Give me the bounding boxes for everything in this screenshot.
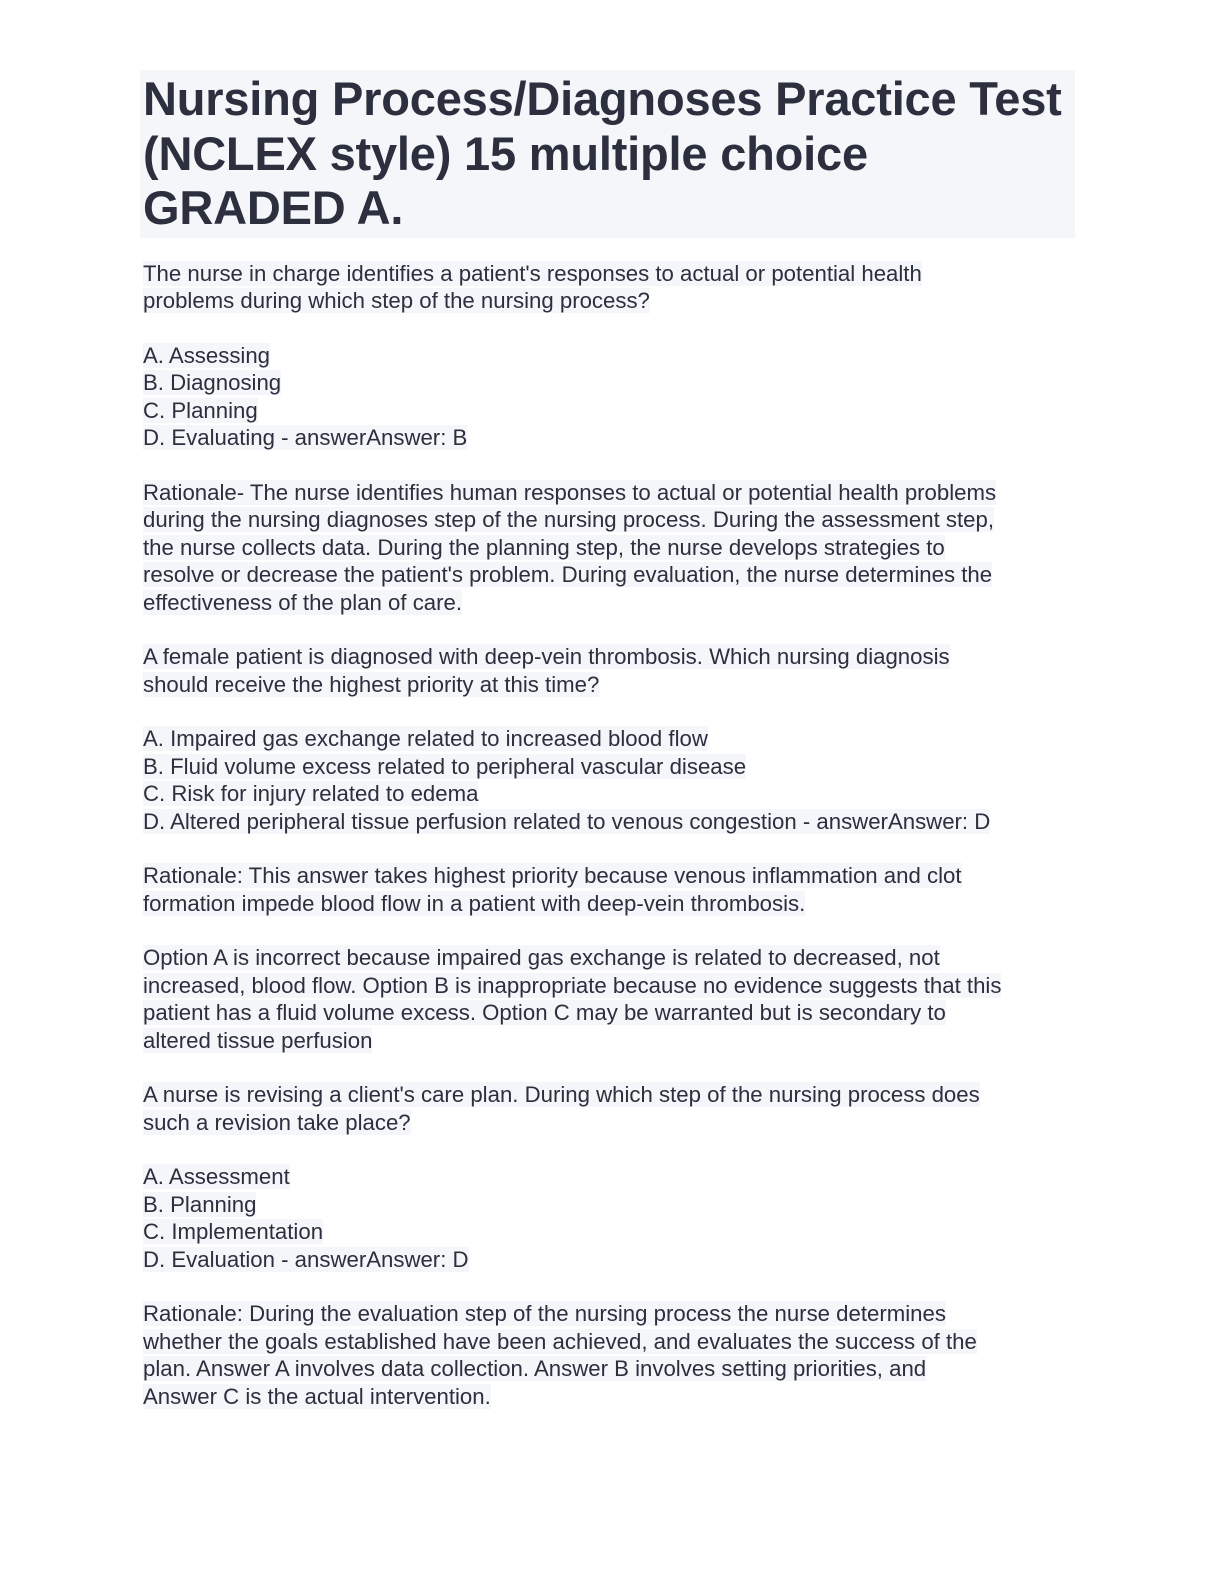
text-line-content: patient has a fluid volume excess. Option C may be warranted but is secondary to xyxy=(143,1000,946,1025)
document-page xyxy=(140,70,1075,1437)
text-line xyxy=(143,1027,1075,1055)
text-line-content: B. Fluid volume excess related to peripheral vascular disease xyxy=(143,753,747,779)
answer-option xyxy=(143,1246,1075,1274)
text-line-content: C. Risk for injury related to edema xyxy=(143,781,479,806)
text-line-content: A. Assessment xyxy=(143,1164,290,1189)
text-line xyxy=(143,862,1075,890)
text-line-content: A. Impaired gas exchange related to increased blood flow xyxy=(143,726,708,751)
text-line-content: D. Evaluation - answerAnswer: D xyxy=(143,1246,469,1272)
text-line xyxy=(143,1355,1075,1383)
text-line-content: D. Evaluating - answerAnswer: B xyxy=(143,425,468,450)
text-line xyxy=(143,671,1075,699)
text-line xyxy=(143,999,1075,1027)
text-line-content: during the nursing diagnoses step of the nursing process. During the assessment step, xyxy=(143,507,995,532)
text-line-content: A female patient is diagnosed with deep-vein thrombosis. Which nursing diagnosis xyxy=(143,644,950,669)
text-line xyxy=(143,561,1075,589)
text-line xyxy=(143,972,1075,1000)
text-line xyxy=(143,287,1075,315)
answer-option xyxy=(143,725,1075,753)
answer-option xyxy=(143,780,1075,808)
text-line xyxy=(143,534,1075,562)
text-line xyxy=(143,1300,1075,1328)
text-line xyxy=(143,479,1075,507)
answer-option xyxy=(143,808,1075,836)
text-line-content: whether the goals established have been achieved, and evaluates the success of the xyxy=(143,1328,977,1354)
text-line-content: C. Implementation xyxy=(143,1219,324,1244)
text-line-content: formation impede blood flow in a patient with deep-vein thrombosis. xyxy=(143,890,806,916)
text-line xyxy=(143,1328,1075,1356)
text-line-content: resolve or decrease the patient's problem. During evaluation, the nurse determines the xyxy=(143,562,993,587)
text-line xyxy=(143,944,1075,972)
text-line-content: the nurse collects data. During the planning step, the nurse develops strategies to xyxy=(143,534,945,560)
rationale-block xyxy=(140,944,1075,1054)
text-line xyxy=(143,1109,1075,1137)
text-line-content: B. Diagnosing xyxy=(143,370,282,395)
document-body xyxy=(140,260,1075,1411)
text-line-content: should receive the highest priority at this time? xyxy=(143,671,600,697)
text-line-content: problems during which step of the nursing process? xyxy=(143,288,650,313)
answer-option xyxy=(143,1218,1075,1246)
answer-option xyxy=(143,424,1075,452)
answer-option xyxy=(143,342,1075,370)
rationale-block xyxy=(140,479,1075,617)
options-block xyxy=(140,342,1075,452)
text-line-content: such a revision take place? xyxy=(143,1109,411,1135)
text-line-content: The nurse in charge identifies a patient's responses to actual or potential health xyxy=(143,260,922,286)
text-line-content: altered tissue perfusion xyxy=(143,1027,373,1053)
text-line-content: Rationale: During the evaluation step of the nursing process the nurse determines xyxy=(143,1301,946,1326)
text-line-content: C. Planning xyxy=(143,397,258,423)
answer-option xyxy=(143,369,1075,397)
text-line-content: A nurse is revising a client's care plan. During which step of the nursing process does xyxy=(143,1082,980,1107)
text-line-content: Rationale: This answer takes highest priority because venous inflammation and clot xyxy=(143,863,962,888)
rationale-block xyxy=(140,1300,1075,1410)
text-line xyxy=(143,506,1075,534)
text-line-content: B. Planning xyxy=(143,1191,257,1217)
rationale-block xyxy=(140,862,1075,917)
text-line-content: effectiveness of the plan of care. xyxy=(143,589,463,615)
text-line xyxy=(143,1383,1075,1411)
text-line xyxy=(143,1081,1075,1109)
question-block xyxy=(140,260,1075,315)
answer-option xyxy=(143,1163,1075,1191)
document-title: Nursing Process/Diagnoses Practice Test (NCLEX style) 15 multiple choice GRADED A. xyxy=(143,72,1062,234)
text-line-content: plan. Answer A involves data collection. Answer B involves setting priorities, and xyxy=(143,1356,927,1381)
text-line-content: Rationale- The nurse identifies human responses to actual or potential health problems xyxy=(143,479,997,505)
text-line xyxy=(143,643,1075,671)
text-line xyxy=(143,890,1075,918)
options-block xyxy=(140,725,1075,835)
text-line xyxy=(143,260,1075,288)
text-line-content: increased, blood flow. Option B is inappropriate because no evidence suggests that this xyxy=(143,972,1002,998)
text-line-content: A. Assessing xyxy=(143,342,271,368)
title-block xyxy=(140,70,1075,238)
answer-option xyxy=(143,753,1075,781)
options-block xyxy=(140,1163,1075,1273)
answer-option xyxy=(143,397,1075,425)
text-line-content: D. Altered peripheral tissue perfusion related to venous congestion - answerAnswer: D xyxy=(143,808,991,834)
text-line xyxy=(143,589,1075,617)
answer-option xyxy=(143,1191,1075,1219)
question-block xyxy=(140,643,1075,698)
question-block xyxy=(140,1081,1075,1136)
text-line-content: Answer C is the actual intervention. xyxy=(143,1383,491,1409)
text-line-content: Option A is incorrect because impaired gas exchange is related to decreased, not xyxy=(143,945,940,970)
